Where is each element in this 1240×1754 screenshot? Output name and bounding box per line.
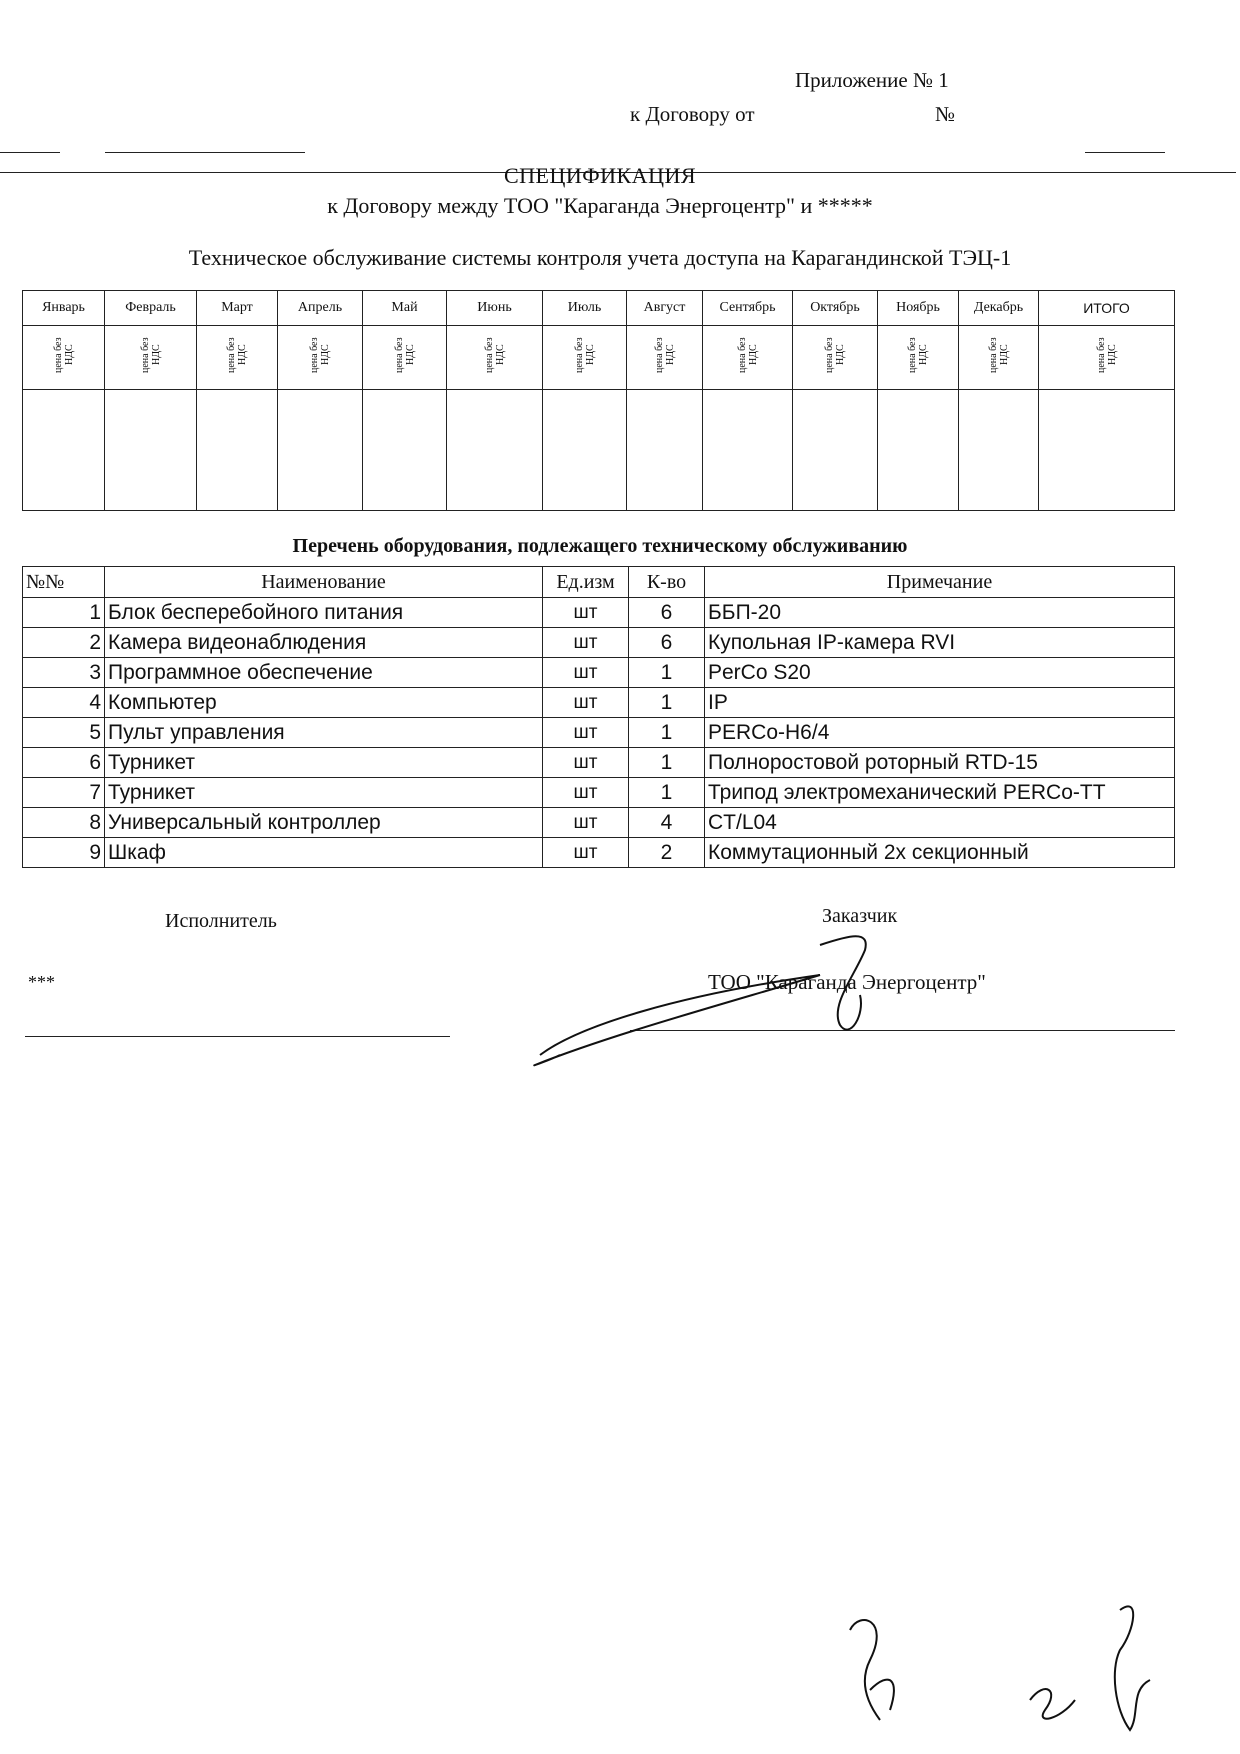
header-name: Наименование <box>105 567 543 598</box>
table-row <box>23 748 1175 778</box>
contract-ref-number: № <box>935 102 956 126</box>
equipment-unit-cell: шт <box>543 838 629 868</box>
price-without-vat-label: цена без НДС <box>824 337 846 373</box>
month-header-cell: Февраль <box>105 291 197 326</box>
service-title: Техническое обслуживание системы контроля учета доступа на Карагандинской ТЭЦ-1 <box>188 245 1012 270</box>
price-without-vat-label: цена без НДС <box>736 337 759 373</box>
equipment-note-cell: PERCo-H6/4 <box>705 718 1175 748</box>
equipment-note-cell: Коммутационный 2х секционный <box>705 838 1175 868</box>
equipment-qty-cell: 1 <box>629 688 705 718</box>
equipment-num-cell: 8 <box>23 808 105 838</box>
equipment-qty-cell: 6 <box>629 628 705 658</box>
equipment-name-cell: Турникет <box>105 748 543 778</box>
month-price-cell <box>959 390 1039 511</box>
table-row <box>23 598 1175 628</box>
header-rule <box>105 152 305 153</box>
price-without-vat-label: цена без НДС <box>226 337 248 373</box>
equipment-num-cell: 2 <box>23 628 105 658</box>
total-price-header <box>1039 326 1175 390</box>
month-header-cell: Апрель <box>278 291 363 326</box>
equipment-num-cell: 5 <box>23 718 105 748</box>
month-header-cell: Январь <box>23 291 105 326</box>
price-without-vat-label: цена без НДС <box>483 337 506 373</box>
price-without-vat-label: цена без НДС <box>309 337 331 373</box>
equipment-name-cell: Турникет <box>105 778 543 808</box>
document-title: СПЕЦИФИКАЦИЯ <box>503 163 697 188</box>
month-header-cell: Декабрь <box>959 291 1039 326</box>
equipment-unit-cell: шт <box>543 778 629 808</box>
price-without-vat-header <box>23 326 105 390</box>
equipment-qty-cell: 1 <box>629 718 705 748</box>
price-without-vat-header <box>793 326 878 390</box>
price-without-vat-header <box>627 326 703 390</box>
total-price-cell <box>1039 390 1175 511</box>
header-num: №№ <box>23 567 105 598</box>
price-without-vat-label: цена без НДС <box>907 337 929 373</box>
header-rule <box>0 152 60 153</box>
page-initials-signature <box>830 1590 1170 1740</box>
equipment-note-cell: Купольная IP-камера RVI <box>705 628 1175 658</box>
price-without-vat-header <box>278 326 363 390</box>
price-without-vat-header <box>447 326 543 390</box>
month-header-cell: Ноябрь <box>878 291 959 326</box>
equipment-note-cell: Полноростовой роторный RTD-15 <box>705 748 1175 778</box>
equipment-name-cell: Шкаф <box>105 838 543 868</box>
table-row <box>23 838 1175 868</box>
equipment-unit-cell: шт <box>543 598 629 628</box>
header-note: Примечание <box>705 567 1175 598</box>
equipment-qty-cell: 1 <box>629 778 705 808</box>
price-value-row <box>23 390 1175 511</box>
monthly-cost-table <box>22 290 1175 511</box>
table-row <box>23 808 1175 838</box>
equipment-num-cell: 4 <box>23 688 105 718</box>
month-price-cell <box>278 390 363 511</box>
equipment-name-cell: Камера видеонаблюдения <box>105 628 543 658</box>
equipment-num-cell: 7 <box>23 778 105 808</box>
equipment-qty-cell: 1 <box>629 748 705 778</box>
month-price-cell <box>23 390 105 511</box>
equipment-name-cell: Программное обеспечение <box>105 658 543 688</box>
price-without-vat-label: цена без НДС <box>1095 337 1118 373</box>
month-header-cell: Октябрь <box>793 291 878 326</box>
month-header-cell: Август <box>627 291 703 326</box>
price-without-vat-label: цена без НДС <box>139 337 162 373</box>
month-header-cell: Март <box>197 291 278 326</box>
equipment-table <box>22 566 1175 868</box>
equipment-name-cell: Компьютер <box>105 688 543 718</box>
price-without-vat-label: цена без НДС <box>987 337 1010 373</box>
table-row <box>23 628 1175 658</box>
price-without-vat-header <box>878 326 959 390</box>
price-without-vat-header <box>197 326 278 390</box>
header-unit: Ед.изм <box>543 567 629 598</box>
equipment-note-cell: IP <box>705 688 1175 718</box>
equipment-header-row <box>23 567 1175 598</box>
month-header-cell: Май <box>363 291 447 326</box>
equipment-note-cell: Трипод электромеханический PERCo-TT <box>705 778 1175 808</box>
equipment-num-cell: 6 <box>23 748 105 778</box>
equipment-num-cell: 3 <box>23 658 105 688</box>
equipment-qty-cell: 6 <box>629 598 705 628</box>
month-header-row <box>23 291 1175 326</box>
executor-signature-line <box>25 1036 450 1037</box>
table-row <box>23 718 1175 748</box>
equipment-note-cell: ББП-20 <box>705 598 1175 628</box>
equipment-qty-cell: 2 <box>629 838 705 868</box>
month-price-cell <box>627 390 703 511</box>
table-row <box>23 778 1175 808</box>
month-price-cell <box>878 390 959 511</box>
customer-label: Заказчик <box>822 905 898 927</box>
equipment-note-cell: PerCo S20 <box>705 658 1175 688</box>
equipment-unit-cell: шт <box>543 718 629 748</box>
month-price-cell <box>703 390 793 511</box>
equipment-unit-cell: шт <box>543 658 629 688</box>
price-without-vat-header <box>105 326 197 390</box>
equipment-qty-cell: 4 <box>629 808 705 838</box>
price-header-row <box>23 326 1175 390</box>
equipment-unit-cell: шт <box>543 688 629 718</box>
contract-ref-prefix: к Договору от <box>630 102 755 126</box>
header-rule <box>1085 152 1165 153</box>
price-without-vat-label: цена без НДС <box>52 337 75 373</box>
equipment-unit-cell: шт <box>543 628 629 658</box>
price-without-vat-label: цена без НДС <box>393 337 416 373</box>
price-without-vat-header <box>363 326 447 390</box>
customer-name: ТОО "Караганда Энергоцентр" <box>708 970 986 994</box>
total-header-cell: ИТОГО <box>1039 291 1175 326</box>
contract-reference <box>630 102 960 127</box>
price-without-vat-header <box>959 326 1039 390</box>
month-price-cell <box>363 390 447 511</box>
month-price-cell <box>543 390 627 511</box>
equipment-list-title: Перечень оборудования, подлежащего техническому обслуживанию <box>292 535 908 557</box>
month-price-cell <box>197 390 278 511</box>
month-header-cell: Июль <box>543 291 627 326</box>
month-price-cell <box>793 390 878 511</box>
executor-label: Исполнитель <box>165 910 277 932</box>
equipment-unit-cell: шт <box>543 748 629 778</box>
price-without-vat-header <box>703 326 793 390</box>
executor-name: *** <box>28 972 55 992</box>
appendix-label: Приложение № 1 <box>795 68 949 92</box>
header-qty: К-во <box>629 567 705 598</box>
equipment-unit-cell: шт <box>543 808 629 838</box>
document-subtitle: к Договору между ТОО "Караганда Энергоцентр" и ***** <box>327 193 873 218</box>
month-header-cell: Июнь <box>447 291 543 326</box>
equipment-note-cell: CT/L04 <box>705 808 1175 838</box>
month-header-cell: Сентябрь <box>703 291 793 326</box>
equipment-num-cell: 1 <box>23 598 105 628</box>
price-without-vat-header <box>543 326 627 390</box>
price-without-vat-label: цена без НДС <box>653 337 676 373</box>
table-row <box>23 658 1175 688</box>
customer-signature <box>520 925 960 1075</box>
equipment-name-cell: Блок бесперебойного питания <box>105 598 543 628</box>
month-price-cell <box>105 390 197 511</box>
month-price-cell <box>447 390 543 511</box>
equipment-name-cell: Универсальный контроллер <box>105 808 543 838</box>
table-row <box>23 688 1175 718</box>
equipment-qty-cell: 1 <box>629 658 705 688</box>
price-without-vat-label: цена без НДС <box>573 337 596 373</box>
equipment-name-cell: Пульт управления <box>105 718 543 748</box>
equipment-num-cell: 9 <box>23 838 105 868</box>
